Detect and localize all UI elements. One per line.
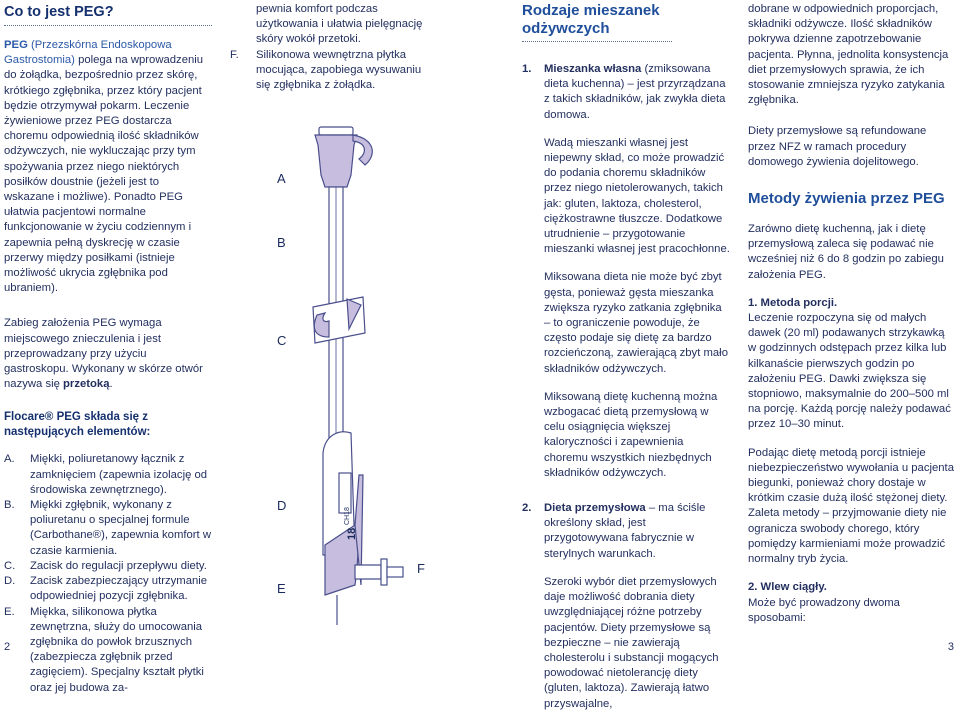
column-3 (522, 0, 730, 725)
method-1-text: Leczenie rozpoczyna się od małych dawek (20 ml) podawanych strzykawką w godzinnych odstępach przez kilka lub kilkanaście pierwszych godzin po założeniu PEG. Dawki zwiększa się stopniowo, maksymalnie do 200–500 ml na porcję. Każdą porcję należy podawać przez 10–30 minut. (748, 312, 951, 431)
mixture-2-rest: – ma ściśle określony skład, jest przygotowywana fabrycznie w sterylnych warunkach. (544, 502, 706, 560)
intro-rest: polega na wprowadzeniu do żołądka, bezpośrednio przez skórę, krótkiego zgłębnika, przez który pacjent będzie otrzymywał pokarm. Leczenie żywieniowe przez PEG dostarcza choremu odpowiednią ilość składników odżywczych, nie wykluczając przy tym spożywania przez niego niektórych posiłków doustnie (jeżeli jest to wskazane i możliwe). Ponadto PEG ułatwia pacjentowi normalne funkcjonowanie w życiu codziennym i zapewnia pełną dyskrecję w czasie przerwy między posiłkami (istnieje możliwość ukrycia zgłębnika pod ubraniem). (4, 54, 204, 295)
paragraph: Miksowaną dietę kuchenną można wzbogacać dietą przemysłową w celu osiągnięcia większej kaloryczności i zapewnienia choremu wszystkich niezbędnych składników odżywczych. (544, 390, 718, 479)
list-item (4, 605, 212, 696)
paragraph: Szeroki wybór diet przemysłowych daje możliwość dobrania diety uwzględniającej różne potrzeby pacjentów. Diety przemysłowe są bezpieczne – nie zawierają cholesterolu i substancji mogących powodować nietolerancję diety (gluten, laktoza). Zawierają łatwo przyswajalne, (544, 575, 719, 710)
components-list (4, 452, 212, 695)
method-2-text: Może być prowadzony dwoma sposobami: (748, 596, 900, 624)
procedure-end: . (109, 378, 113, 391)
mixture-1-head: Mieszanka własna (544, 63, 642, 75)
column-2 (230, 0, 438, 93)
mixture-1-number: 1. (522, 63, 532, 75)
item-letter: E. (4, 605, 15, 618)
list-item (4, 574, 212, 604)
procedure-text: Zabieg założenia PEG wymaga miejscowego znieczulenia i jest przeprowadzany przy użyciu gastroskopu. Wykonany w skórze otwór nazywa się (4, 317, 203, 391)
column-4 (748, 0, 954, 639)
label-b: B (277, 235, 286, 250)
paragraph: Zarówno dietę kuchenną, jak i dietę przemysłową zaleca się podawać nie wcześniej niż 6 do 8 godzin po zabiegu założenia PEG. (748, 223, 944, 281)
list-item (4, 559, 212, 574)
connector-cap-icon (319, 127, 353, 135)
item-text: Miękki zgłębnik, wykonany z poliuretanu o specjalnej formule (Carbothane®), zapewnia komfort w czasie karmienia. (30, 499, 211, 557)
method-1-head: 1. Metoda porcji. (748, 296, 838, 309)
mixture-1-rest: (zmiksowana dieta kuchenna) – jest przyrządzana z takich składników, jak zwykła dieta domowa. (544, 63, 726, 121)
item-f (230, 48, 438, 94)
mixture-2-number: 2. (522, 502, 532, 515)
components-title: Flocare® PEG składa się z następujących elementów: (4, 411, 151, 439)
procedure-paragraph (4, 316, 212, 392)
item-text: Miękka, silikonowa płytka zewnętrzna, służy do umocowania zgłębnika do powłok brzusznych (zabezpiecza zgłębnik przed zagięciem). Specjalny kształt płytki oraz jej budowa za- (30, 605, 204, 694)
page-number-right: 3 (947, 641, 954, 653)
connector-icon (315, 135, 357, 187)
intro-paragraph (4, 38, 212, 296)
item-letter: F. (230, 48, 239, 61)
mixture-2 (522, 501, 730, 562)
paragraph: dobrane w odpowiednich proporcjach, składniki odżywcze. Ilość składników pokrywa dzienne zapotrzebowanie pacjenta. Płynna, jednolita konsystencja diet przemysłowych sprawia, że ich stosowanie zmniejsza ryzyko zatykania zgłębnika. (748, 3, 949, 107)
list-item (4, 452, 212, 498)
label-e: E (277, 581, 286, 596)
label-f: F (417, 561, 425, 576)
page-title: Co to jest PEG? (4, 4, 212, 26)
list-item (230, 48, 438, 94)
peg-tube-diagram (255, 115, 475, 645)
procedure-term: przetoką (63, 378, 110, 391)
internal-plate-icon (355, 565, 381, 579)
item-letter: D. (4, 575, 16, 588)
paragraph: Diety przemysłowe są refundowane przez NFZ w ramach procedury domowego żywienia dojelitowego. (748, 125, 927, 168)
label-a: A (277, 171, 286, 186)
continuation-text: pewnia komfort podczas użytkowania i ułatwia pielęgnację skóry wokół przetoki. (256, 3, 423, 46)
item-letter: A. (4, 453, 15, 466)
list-item (4, 498, 212, 559)
mixture-2-head: Dieta przemysłowa (544, 502, 646, 515)
item-letter: B. (4, 499, 15, 512)
paragraph: Podając dietę metodą porcji istnieje niebezpieczeństwo wywołania u pacjenta biegunki, ponieważ chory dostaje w krótkim czasie dużą ilość stężonej diety. Zaleta metody – przyjmowanie diety nie ogranicza swobody chorego, który pomiędzy karmieniami może prowadzić normalny tryb życia. (748, 446, 954, 566)
item-text: Miękki, poliuretanowy łącznik z zamknięciem (zapewnia izolację od środowiska zewnętrznego). (30, 453, 208, 496)
intro-term: PEG (4, 39, 28, 51)
label-c: C (277, 333, 287, 348)
label-d: D (277, 498, 287, 513)
intro-expansion: (Przezskórna Endoskopowa Gastrostomia) (4, 39, 172, 67)
item-letter: C. (4, 559, 16, 572)
item-text: Silikonowa wewnętrzna płytka mocująca, zapobiega wysuwaniu się zgłębnika z żołądka. (256, 48, 422, 92)
label-ch: CH18 (344, 507, 351, 525)
label-size: 18 (346, 527, 358, 540)
paragraph: Wadą mieszanki własnej jest niepewny skład, co może prowadzić do podania choremu składników przez niego nietolerowanych, takich jak: gluten, laktoza, cholesterol, ciężkostrawne tłuszcze. Dodatkowe utrudnienie – przygotowanie mieszanki własnej jest pracochłonne. (544, 136, 730, 256)
item-text: Zacisk zabezpieczający utrzymanie odpowiedniej pozycji zgłębnika. (30, 575, 208, 603)
column-1 (4, 0, 212, 696)
paragraph: Miksowana dieta nie może być zbyt gęsta, ponieważ gęsta mieszanka zwiększa ryzyko zatkania zgłębnika – to ograniczenie powoduje, że często podaje się dietę za bardzo rozcieńczoną, zawierającą zbyt mało składników odżywczych. (544, 271, 728, 375)
item-text: Zacisk do regulacji przepływu diety. (30, 559, 207, 572)
section-title-methods: Metody żywienia przez PEG (748, 190, 945, 208)
page-number-left: 2 (4, 641, 11, 653)
method-2-head: 2. Wlew ciągły. (748, 581, 827, 594)
section-title-mixtures: Rodzaje mieszanek odżywczych (522, 2, 672, 42)
mixture-1 (522, 62, 730, 123)
connector-cap-strap-icon (353, 135, 372, 165)
